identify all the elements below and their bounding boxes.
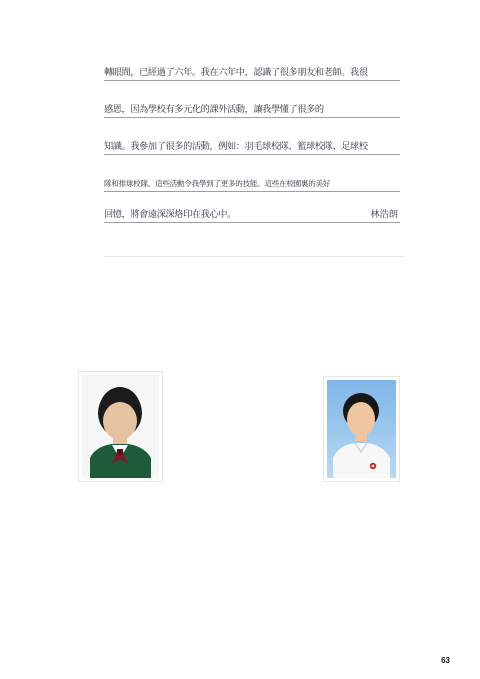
- portrait-image-junior: [82, 375, 159, 478]
- essay-line-text: 轉眼間，已經過了六年。我在六年中，認識了很多朋友和老師。我很: [104, 67, 368, 78]
- portrait-svg: [327, 380, 396, 478]
- signature: 林浩朗: [370, 209, 398, 220]
- essay-line-5: [104, 202, 400, 223]
- portrait-image-senior: [327, 380, 396, 478]
- student-photo-senior: [323, 376, 400, 482]
- essay-line-4: [104, 171, 400, 192]
- portrait-svg: [82, 375, 159, 478]
- student-photo-junior: [78, 371, 163, 482]
- page-number: 63: [441, 656, 450, 665]
- essay-line-1: [104, 60, 400, 81]
- essay-line-text: 隊和排球校隊。這些活動令我學到了更多的技能。這些在校園裏的美好: [104, 179, 331, 188]
- essay-line-text: 感恩，因為學校有多元化的課外活動，讓我學懂了很多的: [104, 104, 324, 115]
- divider: [104, 256, 404, 257]
- essay-line-3: [104, 134, 400, 155]
- essay-line-text: 知識。我參加了很多的活動，例如：羽毛球校隊、籃球校隊、足球校: [104, 141, 368, 152]
- essay-line-2: [104, 97, 400, 118]
- essay-line-text: 回憶，將會遠深深烙印在我心中。: [104, 209, 236, 220]
